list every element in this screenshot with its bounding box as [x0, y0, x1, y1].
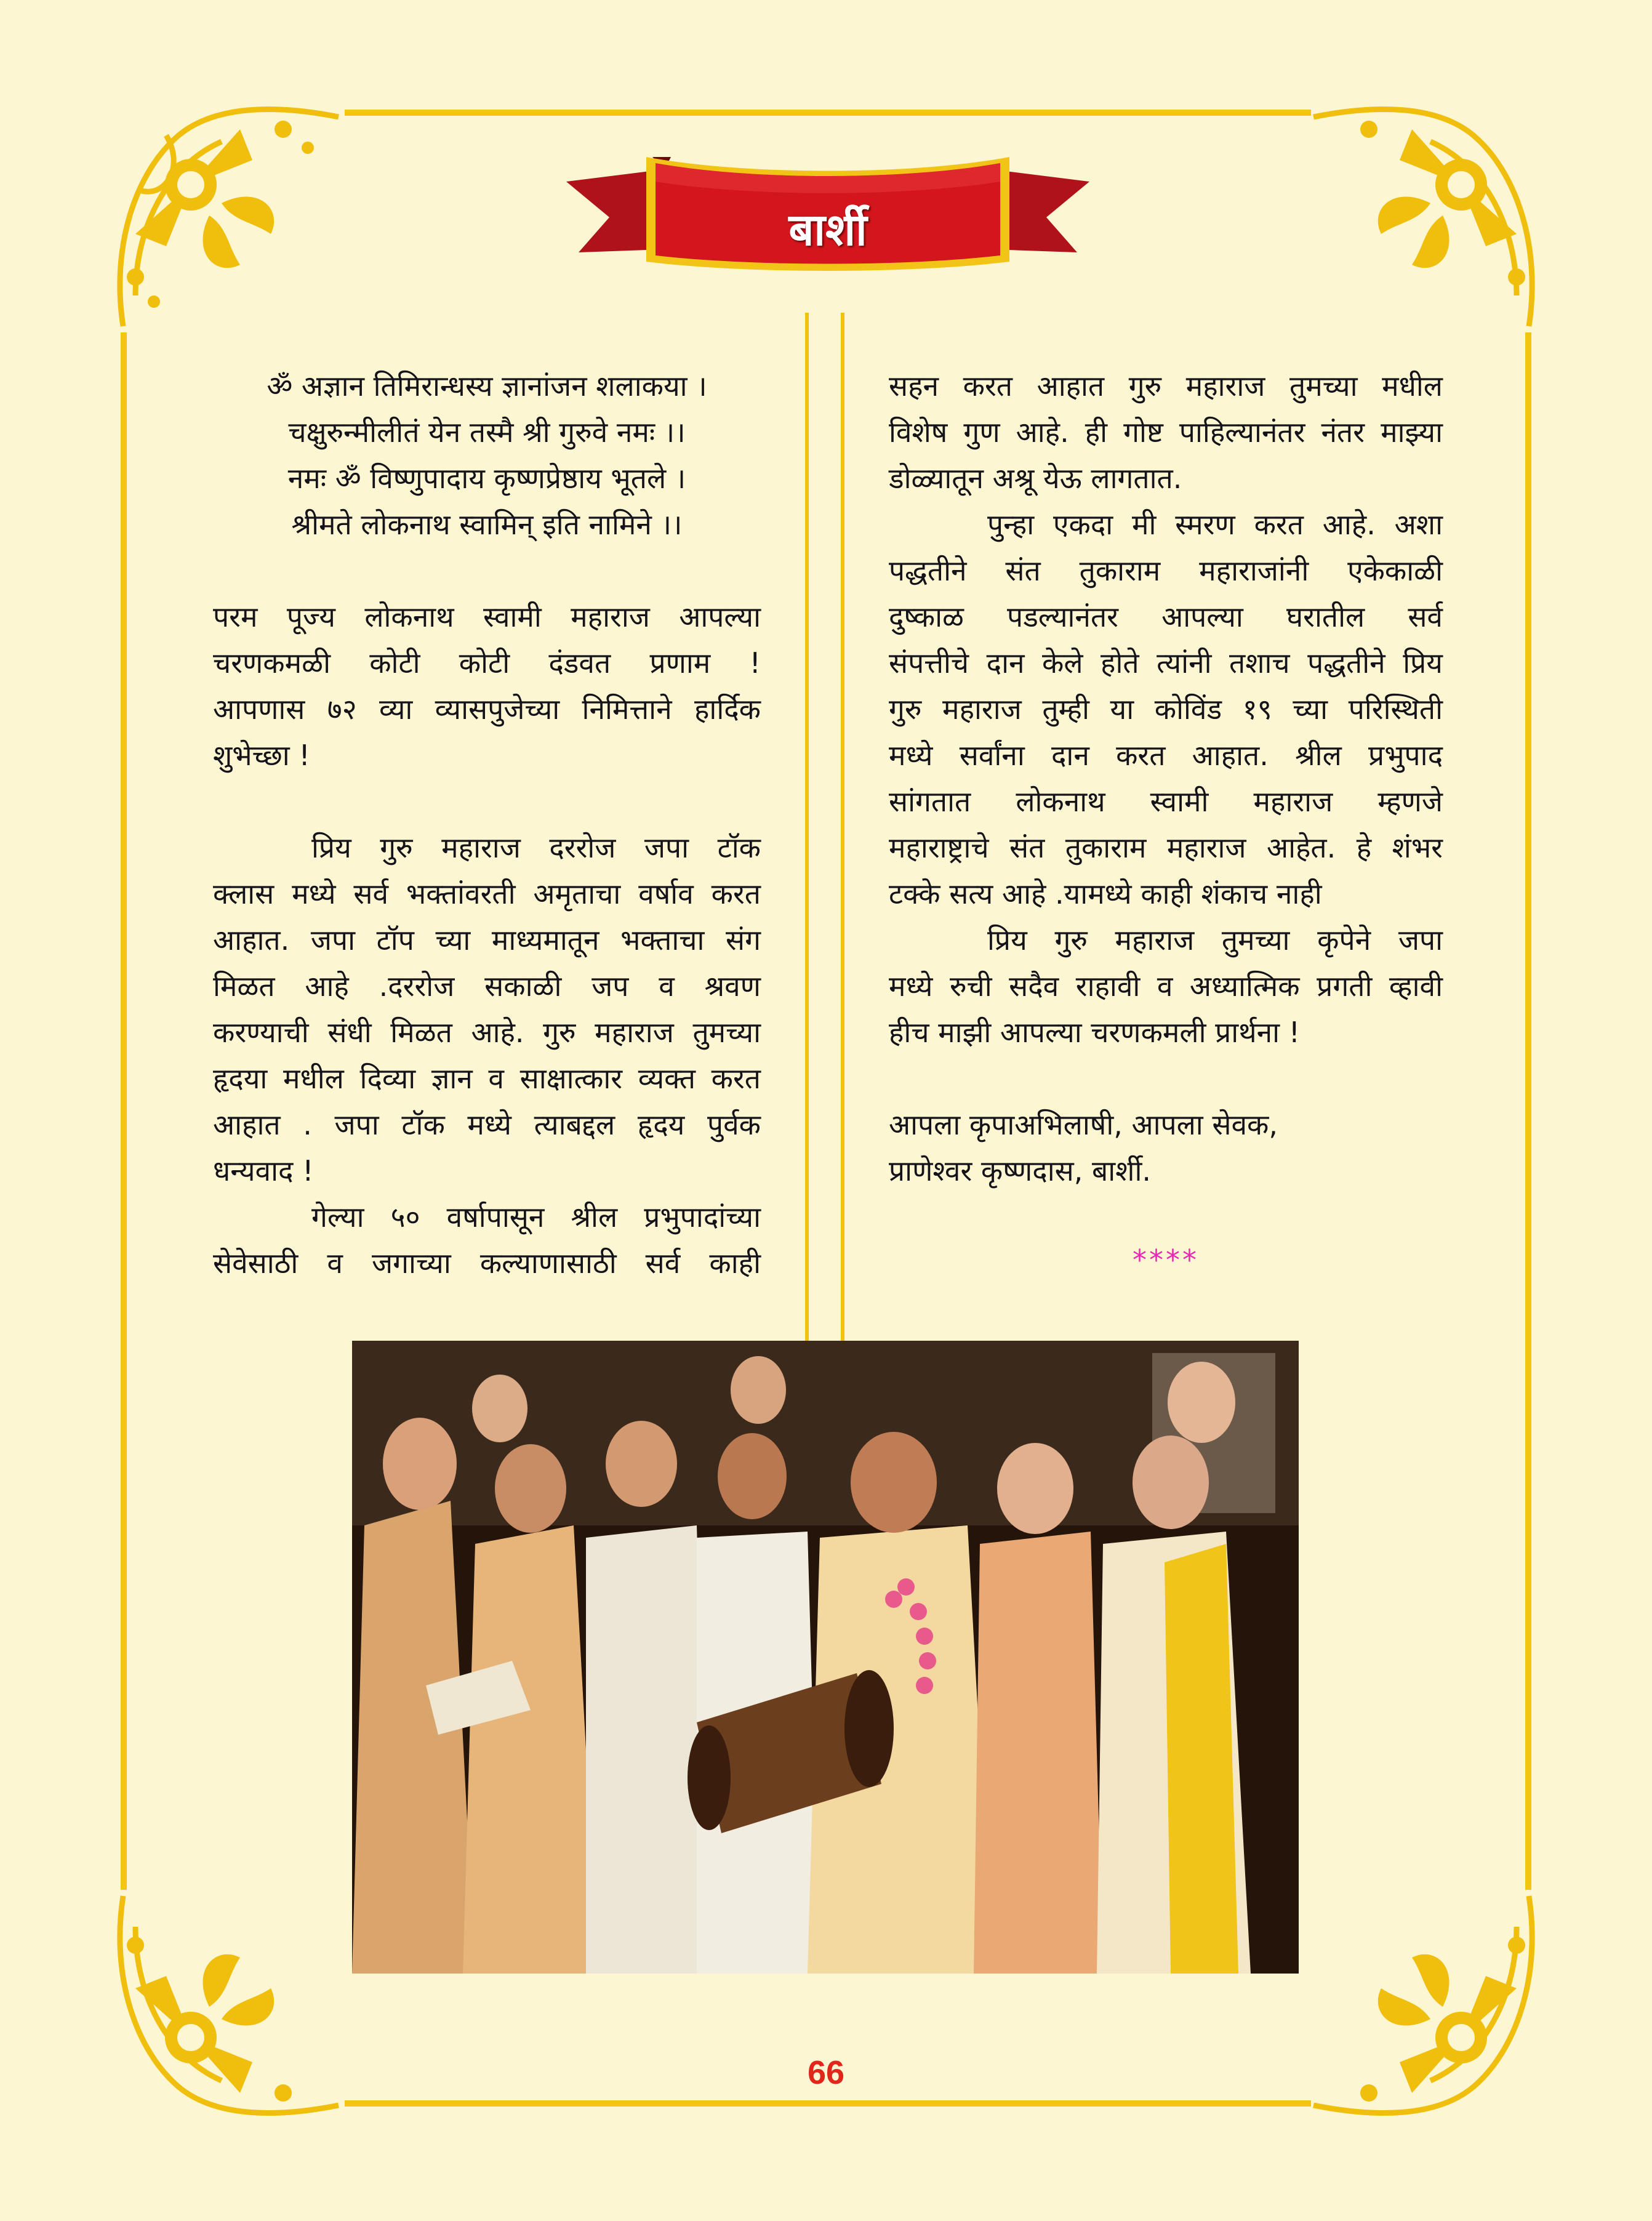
right-column	[889, 363, 1443, 1283]
text-line: परम पूज्य लोकनाथ स्वामी महाराज आपल्या	[213, 600, 761, 633]
text-line: महाराष्ट्राचे संत तुकाराम महाराज आहेत. हे शंभर	[889, 831, 1443, 864]
verse-line: श्रीमते लोकनाथ स्वामिन् इति नामिने ।।	[291, 508, 683, 541]
corner-ornament-icon	[98, 92, 357, 351]
corner-ornament-icon	[98, 1871, 357, 2130]
border-top-line	[345, 110, 1311, 116]
text-line: आहात . जपा टॉक मध्ये त्याबद्दल हृदय पुर्वक	[213, 1108, 761, 1141]
text-line: पुन्हा एकदा मी स्मरण करत आहे. अशा	[987, 508, 1443, 541]
corner-ornament-icon	[1295, 1871, 1554, 2130]
text-line: हीच माझी आपल्या चरणकमली प्रार्थना !	[889, 1016, 1301, 1049]
text-line: धन्यवाद !	[213, 1154, 314, 1187]
text-line: शुभेच्छा !	[213, 739, 310, 772]
text-line: मिळत आहे .दररोज सकाळी जप व श्रवण	[213, 970, 761, 1003]
text-line: आपणास ७२ व्या व्यासपुजेच्या निमित्ताने हार्दिक	[213, 693, 761, 726]
verse-line: ॐ अज्ञान तिमिरान्धस्य ज्ञानांजन शलाकया ।	[267, 369, 707, 403]
text-line: हृदया मधील दिव्या ज्ञान व साक्षात्कार व्यक्त करत	[213, 1062, 761, 1095]
border-bottom-line	[345, 2100, 1311, 2107]
border-right-line	[1525, 332, 1531, 1890]
text-line: गुरु महाराज तुम्ही या कोविंड १९ च्या परिस्थिती	[889, 693, 1443, 726]
column-divider	[841, 313, 844, 1347]
text-line: टक्के सत्य आहे .यामध्ये काही शंकाच नाही	[889, 877, 1322, 910]
text-line: क्लास मध्ये सर्व भक्तांवरती अमृताचा वर्षाव करत	[213, 877, 761, 910]
text-line: संपत्तीचे दान केले होते त्यांनी तशाच पद्धतीने प्रिय	[889, 646, 1443, 680]
column-divider	[805, 313, 809, 1347]
text-line: मध्ये सर्वांना दान करत आहात. श्रील प्रभुपाद	[889, 739, 1443, 772]
text-line: डोळ्यातून अश्रू येऊ लागतात.	[889, 462, 1182, 495]
verse-line: चक्षुरुन्मीलीतं येन तस्मै श्री गुरुवे नमः ।।	[288, 416, 686, 449]
group-kirtan-photo	[352, 1341, 1299, 1974]
page-title: बार्शी	[788, 204, 867, 255]
text-line: गेल्या ५० वर्षापासून श्रील प्रभुपादांच्या	[311, 1200, 761, 1234]
decorative-stars: ****	[1133, 1243, 1199, 1277]
text-line: प्रिय गुरु महाराज दररोज जपा टॉक	[311, 831, 761, 864]
left-column	[213, 363, 761, 1287]
text-line: दुष्काळ पडल्यानंतर आपल्या घरातील सर्व	[889, 600, 1443, 633]
text-line: आहात. जपा टॉप च्या माध्यमातून भक्ताचा संग	[213, 923, 761, 957]
page-number: 66	[807, 2054, 845, 2091]
corner-ornament-icon	[1295, 92, 1554, 351]
border-left-line	[121, 332, 127, 1890]
text-line: पद्धतीने संत तुकाराम महाराजांनी एकेकाळी	[889, 554, 1443, 587]
text-line: विशेष गुण आहे. ही गोष्ट पाहिल्यानंतर नंतर माझ्या	[889, 416, 1443, 449]
text-line: मध्ये रुची सदैव राहावी व अध्यात्मिक प्रगती व्हावी	[889, 970, 1443, 1003]
verse-line: नमः ॐ विष्णुपादाय कृष्णप्रेष्ठाय भूतले ।	[287, 462, 686, 495]
text-line: सेवेसाठी व जगाच्या कल्याणासाठी सर्व काही	[213, 1247, 761, 1280]
text-line: चरणकमळी कोटी कोटी दंडवत प्रणाम !	[213, 646, 761, 680]
text-line: सांगतात लोकनाथ स्वामी महाराज म्हणजे	[889, 785, 1443, 818]
signature-line: प्राणेश्वर कृष्णदास, बार्शी.	[889, 1154, 1151, 1187]
text-line: प्रिय गुरु महाराज तुमच्या कृपेने जपा	[987, 923, 1443, 957]
signature-line: आपला कृपाअभिलाषी, आपला सेवक,	[889, 1108, 1278, 1141]
text-line: करण्याची संधी मिळत आहे. गुरु महाराज तुमच्या	[213, 1016, 761, 1049]
text-line: सहन करत आहात गुरु महाराज तुमच्या मधील	[889, 369, 1443, 403]
